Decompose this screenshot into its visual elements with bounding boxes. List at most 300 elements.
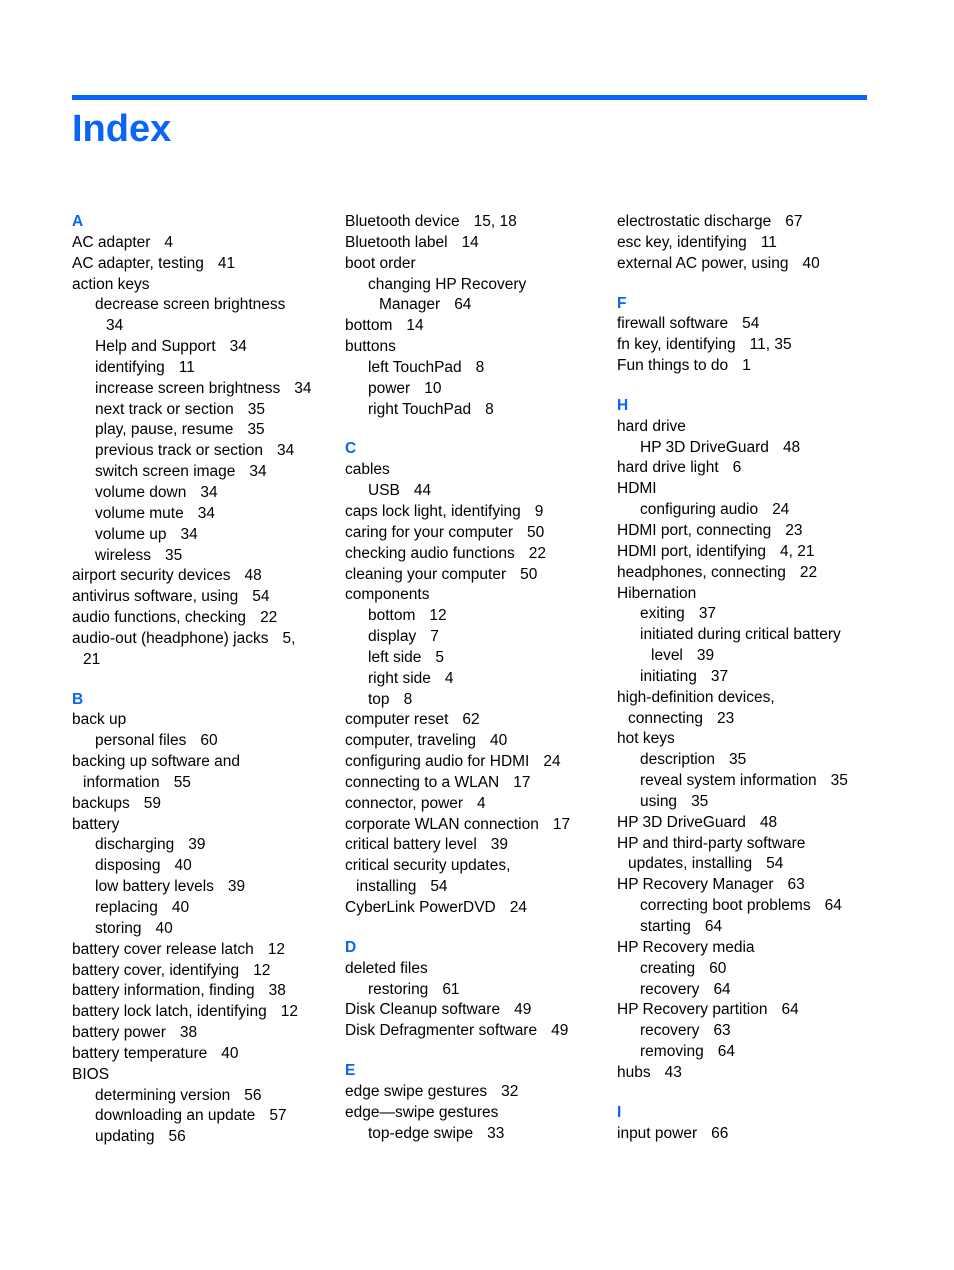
index-section (345, 1061, 607, 1144)
index-entry (617, 1000, 879, 1021)
index-entry (72, 877, 334, 898)
index-entry (72, 566, 334, 587)
entry-page-number[interactable]: 32 (501, 1082, 519, 1100)
index-entry (345, 898, 607, 919)
entry-page-number[interactable]: 11 (760, 233, 777, 251)
entry-term: next track or section (95, 400, 234, 418)
index-entry (72, 773, 334, 794)
entry-term: top-edge swipe (368, 1124, 474, 1142)
index-entry (72, 650, 334, 671)
entry-page-number[interactable]: 66 (711, 1124, 729, 1142)
index-entry (72, 1086, 334, 1107)
entry-term: decrease screen brightness (95, 296, 286, 314)
entry-page-number[interactable]: 8 (485, 400, 494, 418)
entry-term: 21 (83, 650, 101, 668)
entry-page-number[interactable]: 10 (424, 379, 442, 397)
entry-page-number[interactable]: 4 (444, 669, 454, 687)
entry-term: headphones, connecting (617, 563, 786, 581)
entry-page-number[interactable]: 11, 35 (749, 336, 792, 354)
entry-page-number[interactable]: 12 (429, 607, 447, 625)
entry-term: components (345, 586, 430, 604)
entry-term: reveal system information (640, 772, 817, 790)
entry-page-number[interactable]: 22 (260, 609, 278, 627)
index-entry (72, 1044, 334, 1065)
index-entry (345, 627, 607, 648)
entry-page-number[interactable]: 50 (527, 523, 545, 541)
index-entry (72, 441, 334, 462)
entry-term: battery cover, identifying (72, 961, 240, 979)
index-entry (617, 938, 879, 959)
entry-page-number[interactable]: 44 (413, 482, 432, 500)
entry-term: battery information, finding (72, 982, 255, 1000)
entry-term: Manager (379, 296, 441, 314)
entry-term: display (368, 628, 417, 646)
entry-term: right TouchPad (368, 400, 472, 418)
entry-term: storing (95, 919, 142, 937)
entry-page-number[interactable]: 6 (732, 459, 742, 477)
entry-term: boot order (345, 254, 416, 272)
index-entry (617, 646, 879, 667)
index-entry (617, 980, 879, 1001)
entry-term: recovery (640, 980, 700, 998)
section-letter: B (72, 690, 84, 708)
index-entry (345, 648, 607, 669)
index-entry (72, 919, 334, 940)
entry-term: corporate WLAN connection (345, 815, 539, 833)
entry-term: identifying (95, 358, 165, 376)
entry-page-number[interactable]: 34 (200, 483, 218, 501)
entry-page-number[interactable]: 5 (435, 648, 445, 666)
index-entry (617, 959, 879, 980)
entry-page-number[interactable]: 40 (489, 732, 508, 750)
index-entry (617, 254, 879, 275)
entry-page-number[interactable]: 60 (709, 959, 727, 977)
entry-page-number[interactable]: 38 (179, 1024, 198, 1042)
entry-term: high-definition devices, (617, 688, 775, 706)
entry-term: HP Recovery partition (617, 1001, 768, 1019)
index-entry (345, 275, 607, 296)
entry-term: bottom (368, 607, 416, 625)
index-entry (617, 1021, 879, 1042)
entry-term: HDMI port, identifying (617, 542, 767, 560)
index-entry (72, 608, 334, 629)
entry-term: Disk Cleanup software (345, 1001, 501, 1019)
entry-term: edge swipe gestures (345, 1082, 488, 1100)
entry-term: electrostatic discharge (617, 213, 772, 230)
index-entry (72, 233, 334, 254)
entry-page-number[interactable]: 1 (742, 357, 751, 375)
entry-term: recovery (640, 1022, 700, 1040)
entry-page-number[interactable]: 54 (430, 878, 448, 896)
index-section (345, 938, 607, 1042)
entry-page-number[interactable]: 34 (249, 463, 267, 481)
entry-page-number[interactable]: 33 (487, 1124, 505, 1142)
index-entry (345, 1103, 607, 1124)
entry-term: right side (368, 669, 431, 687)
entry-term: low battery levels (95, 878, 214, 896)
entry-page-number[interactable]: 12 (280, 1003, 298, 1021)
entry-term: using (640, 792, 678, 810)
entry-page-number[interactable]: 48 (782, 438, 801, 456)
index-column-1 (72, 212, 334, 1167)
entry-page-number[interactable]: 64 (824, 897, 842, 915)
entry-term: left side (368, 648, 422, 666)
entry-page-number[interactable]: 23 (785, 521, 803, 539)
entry-page-number[interactable]: 4 (164, 233, 174, 251)
entry-page-number[interactable]: 5, (282, 629, 296, 647)
index-entry (72, 379, 334, 400)
entry-page-number[interactable]: 35 (830, 772, 848, 790)
entry-term: exiting (640, 605, 685, 623)
entry-term: action keys (72, 275, 150, 293)
entry-page-number[interactable]: 34 (197, 504, 215, 522)
entry-page-number[interactable]: 7 (430, 628, 439, 646)
section-letter: E (345, 1062, 356, 1080)
index-entry (617, 750, 879, 771)
entry-term: restoring (368, 980, 429, 998)
index-entry (345, 1124, 607, 1145)
index-entry (345, 400, 607, 421)
index-entry (345, 295, 607, 316)
entry-term: battery temperature (72, 1044, 208, 1062)
entry-term: antivirus software, using (72, 588, 239, 606)
index-entry (345, 835, 607, 856)
entry-page-number[interactable]: 61 (442, 980, 460, 998)
header-rule (72, 95, 867, 100)
entry-page-number[interactable]: 34 (229, 338, 247, 356)
entry-page-number[interactable]: 15, 18 (473, 213, 517, 230)
entry-page-number[interactable]: 64 (704, 918, 723, 935)
entry-page-number[interactable]: 12 (267, 940, 286, 958)
entry-page-number[interactable]: 11 (178, 358, 195, 376)
index-entry (72, 1023, 334, 1044)
entry-page-number[interactable]: 64 (713, 980, 731, 998)
entry-page-number[interactable]: 40 (802, 254, 820, 272)
index-entry (72, 981, 334, 1002)
section-letter: C (345, 440, 357, 458)
entry-page-number[interactable]: 54 (742, 315, 760, 333)
index-entry (617, 542, 879, 563)
index-entry (617, 1042, 879, 1063)
entry-page-number[interactable]: 24 (509, 899, 527, 916)
entry-page-number[interactable]: 14 (461, 233, 479, 251)
entry-page-number[interactable]: 35 (691, 792, 709, 810)
index-entry (345, 794, 607, 815)
entry-page-number[interactable]: 23 (716, 709, 735, 727)
index-entry (345, 460, 607, 481)
entry-page-number[interactable]: 60 (200, 732, 218, 750)
entry-page-number[interactable]: 62 (462, 711, 480, 729)
index-entry (72, 400, 334, 421)
entry-term: hard drive (617, 417, 686, 435)
entry-page-number[interactable]: 43 (664, 1063, 682, 1081)
entry-page-number[interactable]: 39 (696, 647, 715, 665)
entry-page-number[interactable]: 59 (143, 794, 161, 812)
index-entry (345, 544, 607, 565)
entry-page-number[interactable]: 64 (454, 296, 472, 314)
index-entry (72, 1127, 334, 1148)
entry-term: downloading an update (95, 1107, 256, 1125)
index-entry (345, 233, 607, 254)
index-entry (345, 773, 607, 794)
index-entry (72, 337, 334, 358)
index-entry (72, 856, 334, 877)
entry-term: input power (617, 1124, 698, 1142)
index-section (345, 439, 607, 918)
entry-page-number[interactable]: 54 (252, 588, 270, 606)
entry-term: backups (72, 794, 130, 812)
entry-term: hot keys (617, 730, 675, 748)
index-entry (345, 502, 607, 523)
index-entry (72, 835, 334, 856)
entry-term: caps lock light, identifying (345, 502, 521, 520)
entry-term: installing (356, 878, 417, 896)
index-entry (72, 504, 334, 525)
entry-term: creating (640, 959, 696, 977)
entry-term: connecting (628, 709, 703, 727)
index-entry (345, 959, 607, 980)
entry-term: information (83, 773, 160, 791)
entry-term: Help and Support (95, 338, 216, 356)
entry-page-number[interactable]: 49 (514, 1001, 532, 1019)
entry-term: HDMI (617, 480, 657, 498)
entry-page-number[interactable]: 40 (155, 919, 173, 937)
entry-page-number[interactable]: 39 (227, 878, 246, 896)
entry-term: USB (368, 482, 400, 500)
entry-term: external AC power, using (617, 254, 789, 272)
entry-page-number[interactable]: 39 (490, 836, 509, 854)
entry-page-number[interactable]: 22 (528, 544, 547, 562)
entry-page-number[interactable]: 39 (188, 836, 206, 854)
entry-term: starting (640, 918, 691, 935)
index-entry (72, 420, 334, 441)
entry-term: HP and third-party software (617, 834, 806, 852)
index-entry (72, 316, 334, 337)
entry-page-number[interactable]: 24 (543, 753, 561, 771)
entry-page-number[interactable]: 40 (171, 899, 190, 916)
entry-page-number[interactable]: 4 (477, 794, 486, 812)
entry-page-number[interactable]: 55 (173, 773, 191, 791)
index-entry (617, 604, 879, 625)
index-entry (72, 794, 334, 815)
index-entry (72, 358, 334, 379)
index-entry (617, 771, 879, 792)
entry-term: replacing (95, 899, 158, 916)
entry-term: buttons (345, 338, 396, 356)
entry-page-number[interactable]: 34 (180, 525, 198, 543)
index-entry (617, 667, 879, 688)
entry-page-number[interactable]: 40 (174, 857, 192, 875)
index-entry (345, 606, 607, 627)
section-letter: A (72, 213, 84, 230)
index-entry (617, 314, 879, 335)
index-section (72, 690, 334, 1149)
index-entry (345, 690, 607, 711)
index-entry (72, 295, 334, 316)
entry-term: removing (640, 1043, 704, 1061)
index-entry (345, 254, 607, 275)
entry-term: connector, power (345, 794, 464, 812)
index-entry (617, 233, 879, 254)
index-entry (345, 877, 607, 898)
entry-page-number[interactable]: 64 (781, 1001, 799, 1019)
entry-page-number[interactable]: 57 (269, 1107, 287, 1125)
entry-page-number[interactable]: 14 (406, 317, 424, 335)
entry-term: HDMI port, connecting (617, 521, 772, 539)
index-entry (617, 834, 879, 855)
entry-term: bottom (345, 317, 393, 335)
entry-page-number[interactable]: 41 (217, 254, 236, 272)
entry-term: volume mute (95, 504, 184, 522)
index-entry (617, 500, 879, 521)
entry-term: firewall software (617, 315, 729, 333)
entry-page-number[interactable]: 48 (244, 567, 262, 585)
entry-page-number[interactable]: 67 (785, 213, 803, 230)
entry-term: cleaning your computer (345, 565, 507, 583)
index-entry (617, 729, 879, 750)
index-entry (72, 1106, 334, 1127)
entry-page-number[interactable]: 22 (799, 563, 818, 581)
index-entry (72, 1065, 334, 1086)
index-entry (72, 752, 334, 773)
entry-page-number[interactable]: 9 (534, 502, 544, 520)
entry-page-number[interactable]: 56 (244, 1086, 262, 1104)
index-entry (617, 813, 879, 834)
entry-term: cables (345, 461, 390, 479)
entry-page-number[interactable]: 48 (759, 813, 778, 831)
entry-term: previous track or section (95, 442, 263, 460)
entry-page-number[interactable]: 34 (277, 442, 295, 460)
index-entry (345, 669, 607, 690)
entry-term: esc key, identifying (617, 233, 747, 251)
index-entry (72, 1002, 334, 1023)
entry-page-number[interactable]: 17 (513, 773, 531, 791)
entry-term: updates, installing (628, 855, 753, 873)
entry-term: updating (95, 1128, 155, 1146)
section-letter: F (617, 294, 627, 312)
entry-term: CyberLink PowerDVD (345, 899, 496, 916)
index-entry (345, 856, 607, 877)
entry-term: wireless (95, 546, 151, 564)
index-entry (72, 898, 334, 919)
section-letter: D (345, 938, 357, 956)
entry-term: increase screen brightness (95, 379, 281, 397)
entry-page-number[interactable]: 35 (728, 751, 747, 769)
entry-term: initiating (640, 667, 697, 685)
entry-term: disposing (95, 857, 161, 875)
entry-term: critical battery level (345, 836, 477, 854)
entry-page-number[interactable]: 63 (713, 1022, 731, 1040)
entry-term: critical security updates, (345, 857, 511, 875)
entry-term: Bluetooth label (345, 233, 448, 251)
index-entry (72, 961, 334, 982)
entry-term: edge—swipe gestures (345, 1103, 499, 1121)
entry-term: power (368, 379, 411, 397)
entry-page-number[interactable]: 49 (551, 1022, 569, 1040)
entry-term: battery cover release latch (72, 940, 254, 958)
entry-page-number[interactable]: 8 (475, 358, 485, 376)
index-entry (617, 917, 879, 938)
index-entry (345, 815, 607, 836)
index-entry (345, 358, 607, 379)
entry-term: hard drive light (617, 459, 719, 477)
entry-term: Hibernation (617, 584, 697, 602)
index-section (72, 212, 334, 671)
entry-term: discharging (95, 836, 175, 854)
index-entry (617, 792, 879, 813)
entry-term: personal files (95, 732, 187, 750)
index-entry (345, 752, 607, 773)
index-entry (72, 710, 334, 731)
entry-page-number[interactable]: 37 (698, 605, 717, 623)
entry-page-number[interactable]: 54 (766, 855, 784, 873)
entry-page-number[interactable]: 8 (403, 690, 413, 708)
index-entry (617, 417, 879, 438)
entry-term: configuring audio (640, 501, 759, 519)
entry-term: BIOS (72, 1065, 110, 1083)
page-title: Index (72, 108, 172, 150)
entry-page-number[interactable]: 17 (552, 815, 571, 833)
section-letter: I (617, 1103, 622, 1121)
entry-page-number[interactable]: 50 (520, 565, 538, 583)
entry-term: AC adapter (72, 233, 151, 251)
entry-page-number[interactable]: 37 (710, 667, 729, 685)
entry-page-number[interactable]: 12 (253, 961, 271, 979)
index-entry (617, 212, 879, 233)
entry-page-number[interactable]: 64 (717, 1043, 735, 1061)
index-column-3 (617, 212, 879, 1163)
entry-term: back up (72, 711, 127, 729)
index-entry (617, 1124, 879, 1145)
entry-page-number[interactable]: 4, 21 (780, 542, 815, 560)
index-entry (617, 584, 879, 605)
entry-term: hubs (617, 1063, 651, 1081)
entry-term: battery lock latch, identifying (72, 1003, 267, 1021)
entry-term: airport security devices (72, 567, 231, 585)
index-entry (617, 479, 879, 500)
entry-page-number[interactable]: 35 (247, 400, 265, 418)
entry-term: connecting to a WLAN (345, 773, 500, 791)
index-entry (72, 629, 334, 650)
entry-term: volume up (95, 525, 167, 543)
index-entry (345, 337, 607, 358)
entry-term: caring for your computer (345, 523, 513, 541)
index-entry (617, 709, 879, 730)
entry-term: correcting boot problems (640, 897, 811, 915)
entry-term: 34 (106, 317, 124, 335)
entry-term: HP 3D DriveGuard (640, 438, 769, 456)
entry-page-number[interactable]: 34 (294, 379, 312, 397)
entry-page-number[interactable]: 40 (221, 1044, 239, 1062)
entry-page-number[interactable]: 38 (268, 982, 286, 1000)
section-letter: H (617, 396, 629, 414)
entry-page-number[interactable]: 35 (164, 546, 183, 564)
entry-page-number[interactable]: 24 (772, 501, 790, 519)
entry-term: volume down (95, 483, 187, 501)
entry-term: configuring audio for HDMI (345, 753, 530, 771)
index-entry (345, 523, 607, 544)
entry-page-number[interactable]: 63 (787, 876, 805, 894)
entry-term: computer, traveling (345, 732, 476, 750)
entry-page-number[interactable]: 35 (247, 421, 265, 439)
index-entry (345, 1082, 607, 1103)
entry-page-number[interactable]: 56 (168, 1128, 186, 1146)
index-entry (345, 481, 607, 502)
entry-term: fn key, identifying (617, 336, 736, 354)
index-entry (72, 546, 334, 567)
index-entry (345, 1000, 607, 1021)
index-entry (345, 565, 607, 586)
